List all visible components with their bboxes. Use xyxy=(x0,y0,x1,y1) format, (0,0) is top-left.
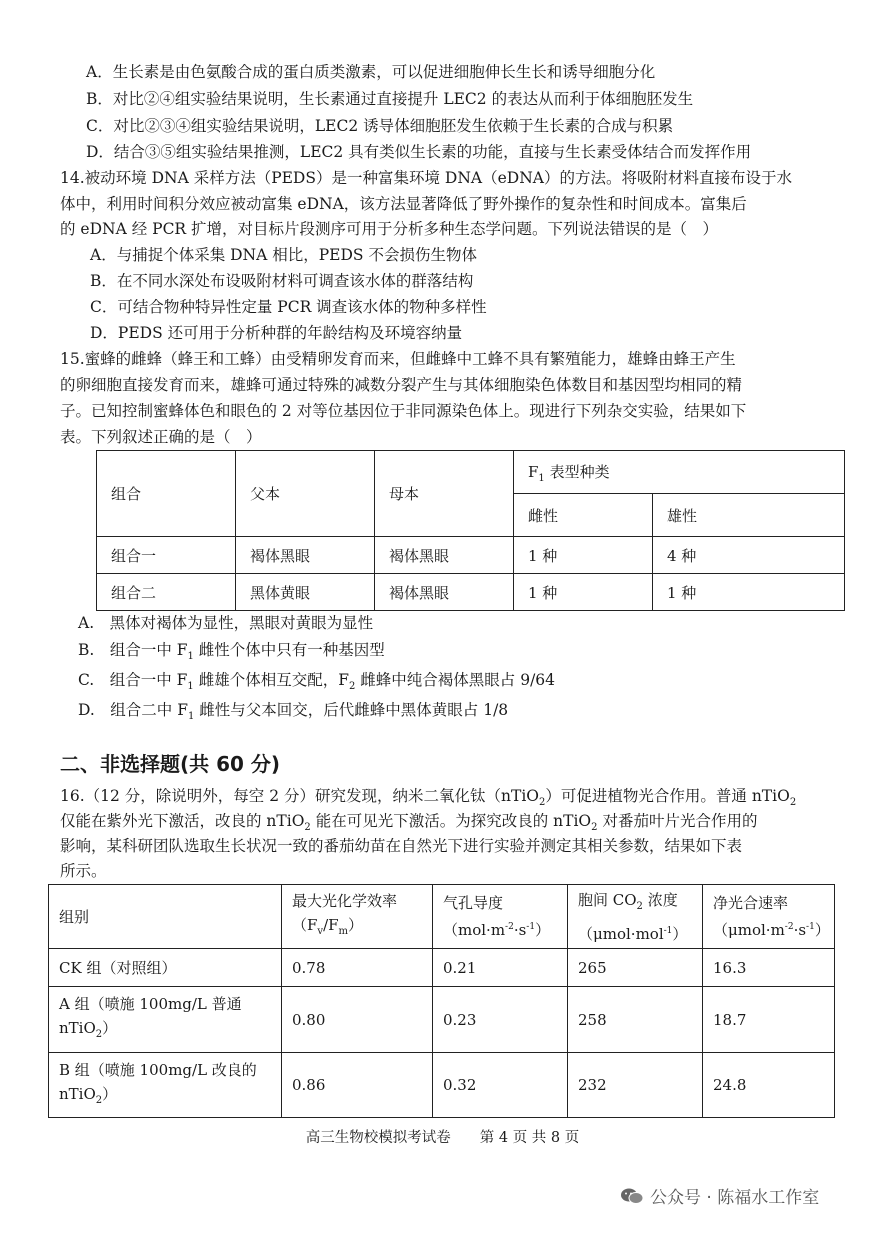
q13-option-b: B．对比②④组实验结果说明，生长素通过直接提升 LEC2 的表达从而利于体细胞胚发生 xyxy=(86,90,694,108)
q15-option-c: C. 组合一中 $F_1$ 雌雄个体相互交配，$F_2$ 雌蜂中纯合褐体黑眼占 9/64 xyxy=(78,671,556,693)
photosynthesis-table xyxy=(48,884,835,1118)
q14-option-a: A．与捕捉个体采集 DNA 相比，PEDS 不会损伤生物体 xyxy=(90,246,477,264)
table1-cell-group: 组合一 xyxy=(97,537,236,574)
q15-stem-line-3: 子。已知控制蜜蜂体色和眼色的 2 对等位基因位于非同源染色体上。现进行下列杂交实验，结果如下 xyxy=(60,402,747,420)
cross-experiment-table xyxy=(96,450,845,611)
q13-option-d: D．结合③⑤组实验结果推测，LEC2 具有类似生长素的功能，直接与生长素受体结合而发挥作用 xyxy=(86,143,752,161)
q16-stem-line-4: 所示。 xyxy=(60,862,107,880)
table1-cell-group: 组合二 xyxy=(97,574,236,611)
table2-cell-group: A 组（喷施 100mg/L 普通 nTiO$_2$） xyxy=(49,987,282,1053)
q14-option-d: D．PEDS 还可用于分析种群的年龄结构及环境容纳量 xyxy=(90,324,463,342)
table1-header-f1: $F_1$ 表型种类 xyxy=(514,451,845,494)
table2-cell-co2: 265 xyxy=(568,949,703,987)
table1-cell-female: 1 种 xyxy=(514,537,653,574)
table1-cell-male: 4 种 xyxy=(653,537,845,574)
table1-cell-father: 褐体黑眼 xyxy=(236,537,375,574)
table-row xyxy=(97,574,845,611)
q13-option-c: C．对比②③④组实验结果说明，LEC2 诱导体细胞胚发生依赖于生长素的合成与积累 xyxy=(86,117,674,135)
table2-cell-stomatal: 0.32 xyxy=(433,1053,568,1118)
table2-header-group: 组别 xyxy=(49,885,282,949)
table1-header-group: 组合 xyxy=(97,451,236,537)
table2-cell-co2: 258 xyxy=(568,987,703,1053)
table2-header-efficiency: 最大光化学效率 $(F_v/F_m)$ xyxy=(282,885,433,949)
table2-cell-stomatal: 0.21 xyxy=(433,949,568,987)
table2-header-stomatal: 气孔导度 $(mol\cdot m^{-2}\cdot s^{-1})$ xyxy=(433,885,568,949)
q14-option-b: B．在不同水深处布设吸附材料可调查该水体的群落结构 xyxy=(90,272,474,290)
q15-option-d: D. 组合二中 $F_1$ 雌性与父本回交，后代雌蜂中黑体黄眼占 1/8 xyxy=(78,701,509,723)
table2-cell-net-rate: 24.8 xyxy=(703,1053,835,1118)
table1-header-female: 雌性 xyxy=(514,494,653,537)
table1-header-male: 雄性 xyxy=(653,494,845,537)
table1-cell-father: 黑体黄眼 xyxy=(236,574,375,611)
q14-option-c: C．可结合物种特异性定量 PCR 调查该水体的物种多样性 xyxy=(90,298,487,316)
table-row xyxy=(49,949,835,987)
table2-cell-efficiency: 0.80 xyxy=(282,987,433,1053)
table2-cell-stomatal: 0.23 xyxy=(433,987,568,1053)
table-row xyxy=(97,537,845,574)
q15-stem-line-2: 的卵细胞直接发育而来，雄蜂可通过特殊的减数分裂产生与其体细胞染色体数目和基因型均相同的精 xyxy=(60,376,743,394)
table2-cell-efficiency: 0.86 xyxy=(282,1053,433,1118)
table1-cell-female: 1 种 xyxy=(514,574,653,611)
watermark-text: 公众号 · 陈福水工作室 xyxy=(650,1188,820,1208)
table2-cell-group: CK 组（对照组） xyxy=(49,949,282,987)
q15-stem-line-4: 表。下列叙述正确的是（ ） xyxy=(60,428,262,446)
section-title: 二、非选择题(共 60 分) xyxy=(60,752,281,776)
q15-stem-line-1: 15.蜜蜂的雌蜂（蜂王和工蜂）由受精卵发育而来，但雌蜂中工蜂不具有繁殖能力，雄蜂由蜂王产生 xyxy=(60,350,736,368)
table1-cell-male: 1 种 xyxy=(653,574,845,611)
table1-header-mother: 母本 xyxy=(375,451,514,537)
table2-cell-efficiency: 0.78 xyxy=(282,949,433,987)
table-row xyxy=(49,1053,835,1118)
table2-cell-net-rate: 16.3 xyxy=(703,949,835,987)
q14-stem-line-1: 14.被动环境 DNA 采样方法（PEDS）是一种富集环境 DNA（eDNA）的方法。将吸附材料直接布设于水 xyxy=(60,169,792,187)
q15-option-b: B. 组合一中 $F_1$ 雌性个体中只有一种基因型 xyxy=(78,641,385,663)
q16-stem-line-1: 16.（12 分，除说明外，每空 2 分）研究发现，纳米二氧化钛（nTiO$_2$）可促进植物光合作用。普通 nTiO$_2$ xyxy=(60,787,797,809)
table2-header-net-rate: 净光合速率 $(\mu mol\cdot m^{-2}\cdot s^{-1})$ xyxy=(703,885,835,949)
q14-stem-line-2: 体中，利用时间积分效应被动富集 eDNA，该方法显著降低了野外操作的复杂性和时间成本。富集后 xyxy=(60,195,747,213)
q15-option-a: A. 黑体对褐体为显性，黑眼对黄眼为显性 xyxy=(78,614,374,632)
q13-option-a: A．生长素是由色氨酸合成的蛋白质类激素，可以促进细胞伸长生长和诱导细胞分化 xyxy=(86,63,656,81)
table1-cell-mother: 褐体黑眼 xyxy=(375,537,514,574)
table1-header-father: 父本 xyxy=(236,451,375,537)
table1-cell-mother: 褐体黑眼 xyxy=(375,574,514,611)
table-row xyxy=(49,987,835,1053)
page-footer: 高三生物校模拟考试卷 第 4 页 共 8 页 xyxy=(305,1130,580,1146)
table2-cell-group: B 组（喷施 100mg/L 改良的 nTiO$_2$） xyxy=(49,1053,282,1118)
q16-stem-line-2: 仅能在紫外光下激活，改良的 nTiO$_2$ 能在可见光下激活。为探究改良的 nTiO$_2$ 对番茄叶片光合作用的 xyxy=(60,812,758,834)
q16-stem-line-3: 影响，某科研团队选取生长状况一致的番茄幼苗在自然光下进行实验并测定其相关参数，结果如下表 xyxy=(60,837,743,855)
q14-stem-line-3: 的 eDNA 经 PCR 扩增，对目标片段测序可用于分析多种生态学问题。下列说法错误的是（ ） xyxy=(60,220,719,238)
table2-cell-net-rate: 18.7 xyxy=(703,987,835,1053)
table2-header-co2: 胞间 $CO_2$ 浓度 （μmol·mol$^{-1}$） xyxy=(568,885,703,949)
table2-cell-co2: 232 xyxy=(568,1053,703,1118)
watermark xyxy=(620,1183,819,1208)
wechat-icon xyxy=(620,1187,644,1205)
